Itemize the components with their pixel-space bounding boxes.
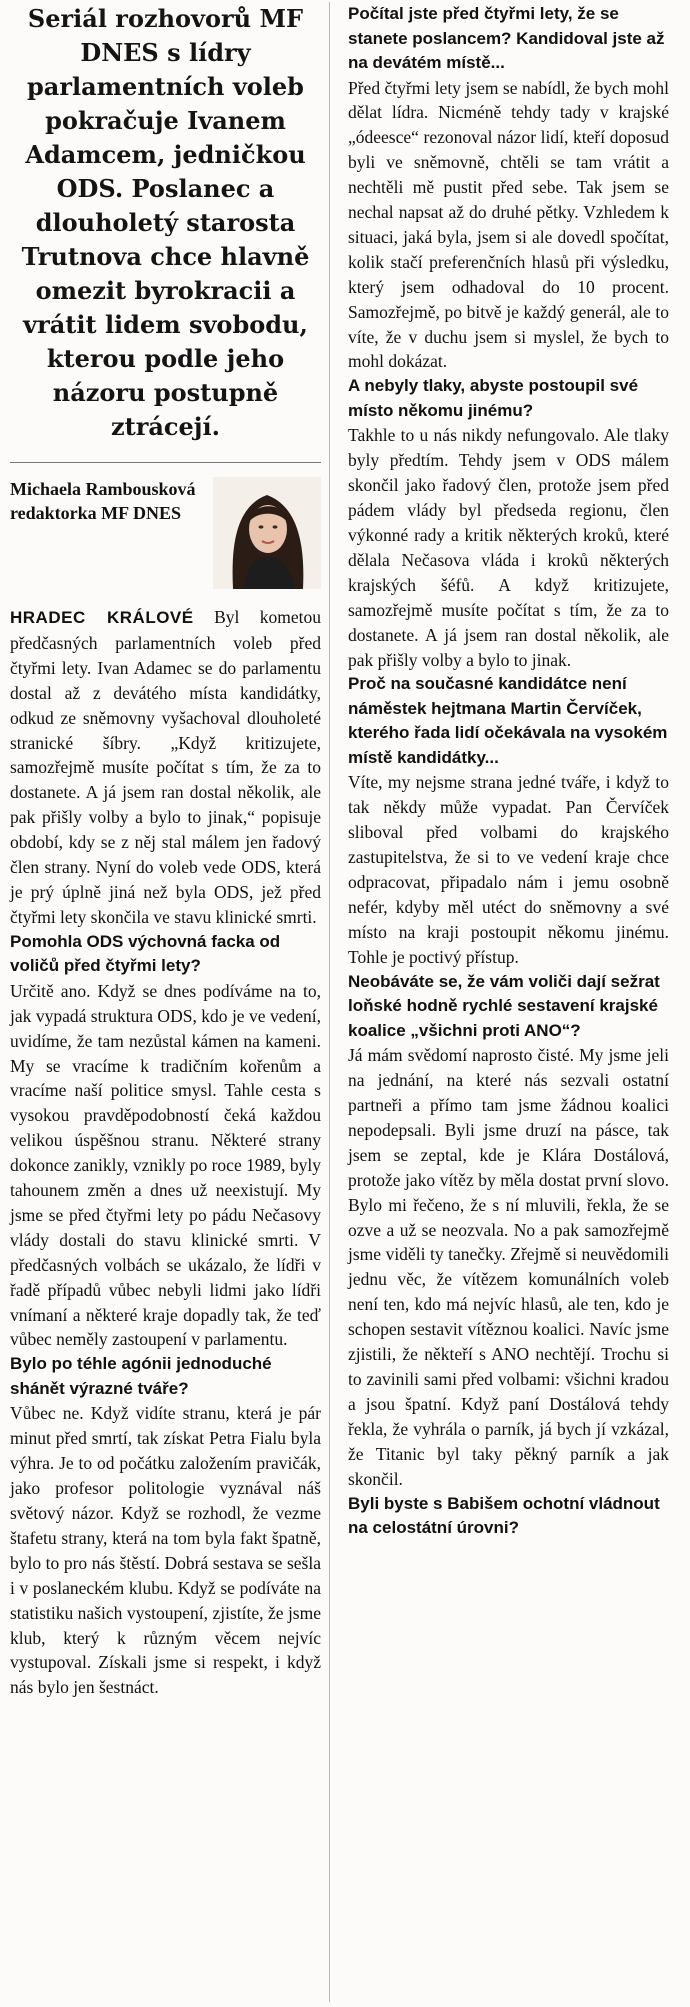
byline: [10, 462, 321, 587]
left-column: [10, 2, 330, 2002]
answer-paragraph: Takhle to u nás nikdy nefungovalo. Ale tlaky byly předtím. Tehdy jsem v ODS málem skončil jako řadový člen, protože jsem před pádem vlády byl předseda regionu, člen výkonné rady a kritik některých kroků, které dělala Nečasova vláda i kroků některých krajských šéfů. A když kritizujete, samozřejmě musíte počítat s tím, že za to dostanete. A já jsem ran dostal několik, ale pak přišly volby a bylo to jinak.: [348, 425, 669, 670]
intro-text: Byl kometou předčasných parlamentních voleb před čtyřmi lety. Ivan Adamec se do parlamentu dostal až z devátého místa kandidátky, odkud ze sněmovny vyšachoval dlouholeté stranické šíbry. „Když kritizujete, samozřejmě musíte počítat s tím, že za to dostanete. A já jsem ran dostal několik, ale pak přišly volby a bylo to jinak,“ popisuje období, kdy se z něj stal málem jen řadový člen strany. Nyní do voleb vede ODS, která je prý úplně jiná než byla ODS, jež před čtyřmi lety skončila ve stavu klinické smrti.: [10, 607, 322, 927]
qa-block: [10, 930, 321, 1353]
author-portrait-icon: [213, 477, 321, 589]
author-photo: [213, 477, 321, 589]
question-heading: Pomohla ODS výchovná facka od voličů před čtyřmi lety?: [10, 931, 281, 976]
intro-paragraph: [10, 605, 321, 930]
qa-block: [10, 1352, 321, 1700]
qa-block: [348, 672, 669, 969]
answer-paragraph: Víte, my nejsme strana jedné tváře, i když to tak někdy může vypadat. Pan Červíček sliboval před volbami do krajského zastupitelstva, že si to ve vedení kraje chce odpracovat, připadalo nám i jemu osobně nefér, kdyby měl utéct do sněmovny a své místo na kraji postoupit někomu jinému. Tohle je poctivý přístup.: [348, 772, 669, 967]
author-name: Michaela Rambousková: [10, 479, 196, 499]
qa-block: [348, 2, 669, 374]
answer-paragraph: Vůbec ne. Když vidíte stranu, která je pár minut před smrtí, tak získat Petra Fialu byla výhra. Je to od počátku založením pravičák, jako profesor politologie vyznával náš světový názor. Když se rozhodl, že vezme štafetu strany, která na tom byla fakt špatně, bylo to pro nás štěstí. Dobrá sestava se sešla i v poslaneckém klubu. Když se podíváte na statistiku našich vystoupení, zjistíte, že jsme klub, který k různým věcem nejvíc vystupoval. Získali jsme si respekt, i když nás bylo jen šestnáct.: [10, 1403, 321, 1698]
question-heading: Bylo po téhle agónii jednoduché shánět výrazné tváře?: [10, 1354, 272, 1398]
answer-paragraph: Před čtyřmi lety jsem se nabídl, že bych mohl dělat lídra. Nicméně tehdy tady v krajské „ódeesce“ rezonoval názor lidí, kteří doposud byli ve sněmovně, chtěli se tam vrátit a nechtěli mě pustit před sebe. Tak jsem se nechal napsat až do druhé pětky. Vzhledem k situaci, jaká byla, jsem si ale dovedl spočítat, kolik stačí preferenčních hlasů při výsledku, který jsem odhadoval do 10 procent. Samozřejmě, po bitvě je každý generál, ale to víte, že v duchu jsem si myslel, že bych to mohl dokázat.: [348, 77, 669, 372]
article-lede: Seriál rozhovorů MF DNES s lídry parlamentních voleb pokračuje Ivanem Adamcem, jedničkou ODS. Poslanec a dlouholetý starosta Trutnova chce hlavně omezit byrokracii a vrátit lidem svobodu, kterou podle jeho názoru postupně ztrácejí.: [21, 4, 310, 441]
answer-paragraph: Určitě ano. Když se dnes podíváme na to, jak vypadá struktura ODS, kdo je ve vedení, uvidíme, že tam nezůstal kámen na kameni. My se vracíme k tradičním kořenům a vracíme naší politice smysl. Tahle cesta s vysokou pravděpodobností čeká každou velikou úspěšnou stranu. Některé strany dokonce zanikly, vznikly po roce 1989, byly tahounem změn a dnes už neexistují. My jsme se před čtyřmi lety po pádu Nečasovy vlády dostali do stavu klinické smrti. V předčasných volbách se ukázalo, že lídři v řadě případů vůbec nebyli lidmi jako lídři vnímaní a některé kraje dopadly tak, že teď vůbec neměly zastoupení v parlamentu.: [10, 980, 321, 1350]
dateline: HRADEC KRÁLOVÉ: [10, 608, 194, 627]
qa-block: [348, 970, 669, 1492]
answer-paragraph: Já mám svědomí naprosto čisté. My jsme jeli na jednání, na které nás sezvali ostatní partneři a přímo tam jsme žádnou koalici nepodepsali. Byli jsme druzí na pásce, tak jsem se zeptal, kde je Klára Dostálová, protože jako vítěz by měla dostat první slovo. Bylo mi řečeno, že s ní mluvili, řekla, že se ozve a už se neozvala. No a pak samozřejmě jsme viděli ty tanečky. Zřejmě si neuvědomili jednu věc, že vítězem komunálních voleb není ten, kdo má nejvíc hlasů, ale ten, kdo je schopen sestavit vítěznou koalici. Navíc jsme zjistili, že někteří s ANO nechtějí. Trochu si to zavinili sami před volbami: všichni kradou a jsou špatní. Když paní Dostálová tehdy řekla, že vyhrála o parník, já bych jí vzkázal, že Titanic byl taky pěkný parník a jak skončil.: [348, 1045, 669, 1489]
question-heading: Byli byste s Babišem ochotní vládnout na celostátní úrovni?: [348, 1493, 660, 1537]
question-heading: Neobáváte se, že vám voliči dají sežrat loňské hodně rychlé sestavení krajské koalice „všichni proti ANO“?: [348, 971, 660, 1040]
qa-block: [348, 1492, 669, 1541]
question-heading: A nebyly tlaky, abyste postoupil své místo někomu jinému?: [348, 376, 639, 420]
question-heading: Počítal jste před čtyřmi lety, že se stanete poslancem? Kandidoval jste až na devátém místě...: [348, 4, 665, 72]
question-heading: Proč na současné kandidátce není náměstek hejtmana Martin Červíček, kterého řada lidí očekávala na vysokém místě kandidátky...: [348, 674, 668, 767]
author-role: redaktorka MF DNES: [10, 503, 181, 523]
qa-block: [348, 374, 669, 672]
right-column: [348, 2, 669, 2002]
byline-text: [10, 477, 196, 525]
article-columns: [10, 2, 680, 2002]
